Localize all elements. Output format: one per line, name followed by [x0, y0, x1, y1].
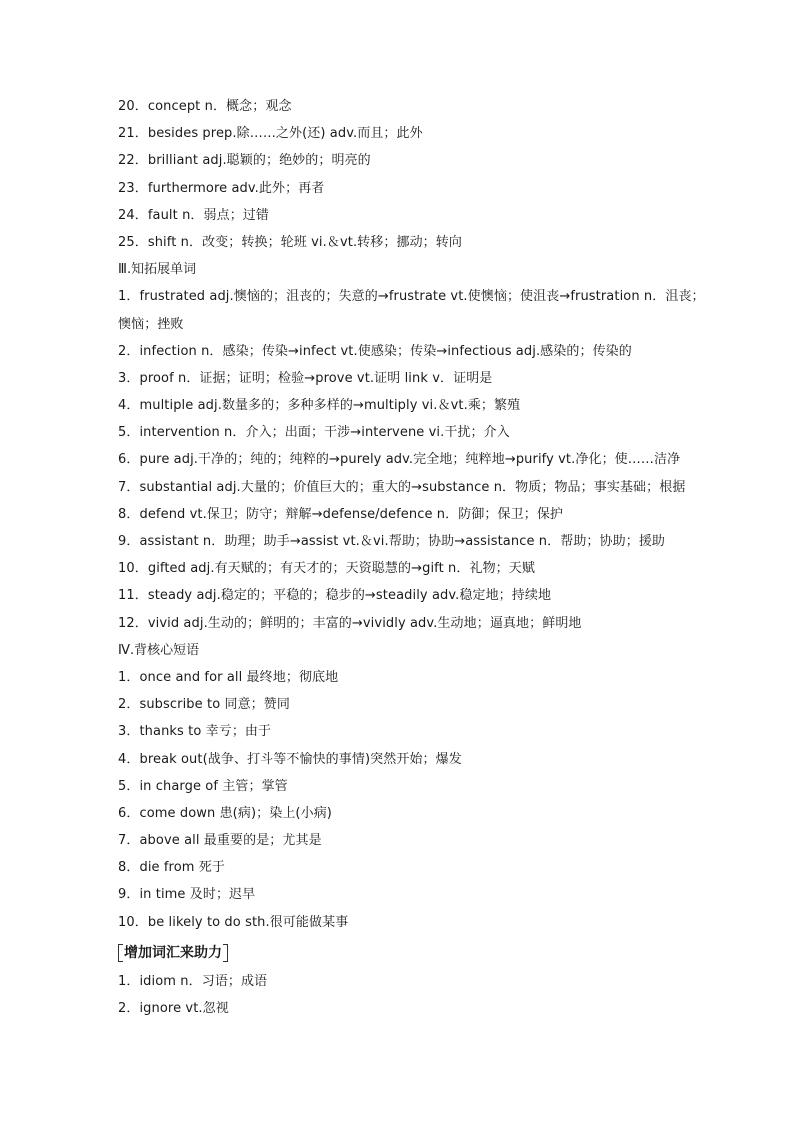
list-item: 20．concept n．概念；观念	[118, 99, 292, 114]
list-item: 5．in charge of 主管；掌管	[118, 778, 288, 794]
list-item: 9．assistant n．助理；助手→assist vt.＆vi.帮助；协助→assistance n．帮助；协助；援助	[118, 534, 666, 549]
list-item: 7．above all 最重要的是；尤其是	[118, 833, 322, 849]
list-item: 8．die from 死于	[118, 860, 225, 876]
list-item: 12．vivid adj.生动的；鲜明的；丰富的→vividly adv.生动地；逼真地；鲜明地	[118, 615, 582, 631]
section-title-core-phrases: Ⅳ.背核心短语	[118, 642, 200, 658]
list-item: 25．shift n．改变；转换；轮班 vi.＆vt.转移；挪动；转向	[118, 234, 462, 250]
list-item: 2．subscribe to 同意；赞同	[118, 697, 290, 713]
list-item: 22．brilliant adj.聪颖的；绝妙的；明亮的	[118, 153, 371, 169]
section-title-expand-words: Ⅲ.知拓展单词	[118, 262, 197, 278]
list-item: 8．defend vt.保卫；防守；辩解→defense/defence n．防御；保卫；保护	[118, 506, 564, 522]
list-item: 10．be likely to do sth.很可能做某事	[118, 914, 349, 930]
list-item: 3．proof n．证据；证明；检验→prove vt.证明 link v．证明是	[118, 370, 493, 386]
list-item: 2．ignore vt.忽视	[118, 1001, 229, 1016]
list-item: 6．pure adj.干净的；纯的；纯粹的→purely adv.完全地；纯粹地→purify vt.净化；使……洁净	[118, 452, 681, 468]
list-item: 2．infection n．感染；传染→infect vt.使感染；传染→infectious adj.感染的；传染的	[118, 343, 632, 359]
list-item: 9．in time 及时；迟早	[118, 887, 256, 903]
list-item: 6．come down 患(病)；染上(小病)	[118, 805, 332, 821]
list-item-continuation: 懊恼；挫败	[118, 316, 184, 332]
list-item: 23．furthermore adv.此外；再者	[118, 180, 325, 196]
list-item: 21．besides prep.除……之外(还) adv.而且；此外	[118, 126, 423, 142]
list-item: 24．fault n．弱点；过错	[118, 207, 270, 223]
list-item: 5．intervention n．介入；出面；干涉→intervene vi.干扰；介入	[118, 425, 510, 441]
list-item: 10．gifted adj.有天赋的；有天才的；天资聪慧的→gift n．礼物；天赋	[118, 561, 535, 577]
core-phrases-list	[118, 664, 688, 936]
list-item: 1．once and for all 最终地；彻底地	[118, 669, 339, 685]
list-item: 1．idiom n．习语；成语	[118, 973, 268, 989]
vocabulary-content	[118, 93, 705, 1022]
list-item: 4．multiple adj.数量多的；多种多样的→multiply vi.＆vt.乘；繁殖	[118, 398, 521, 414]
list-item: 7．substantial adj.大量的；价值巨大的；重大的→substance n．物质；物品；事实基础；根据	[118, 479, 686, 495]
extra-words-list	[118, 968, 688, 1022]
list-item: 3．thanks to 幸亏；由于	[118, 724, 272, 740]
list-item: 1．frustrated adj.懊恼的；沮丧的；失意的→frustrate vt.使懊恼；使沮丧→frustration n．沮丧；	[118, 289, 705, 305]
boxed-section-title: 增加词汇来助力	[118, 942, 228, 964]
list-item: 11．steady adj.稳定的；平稳的；稳步的→steadily adv.稳定地；持续地	[118, 588, 552, 604]
word-list-continued	[118, 93, 688, 256]
expand-words-list	[118, 283, 705, 636]
list-item: 4．break out(战争、打斗等不愉快的事情)突然开始；爆发	[118, 751, 462, 767]
